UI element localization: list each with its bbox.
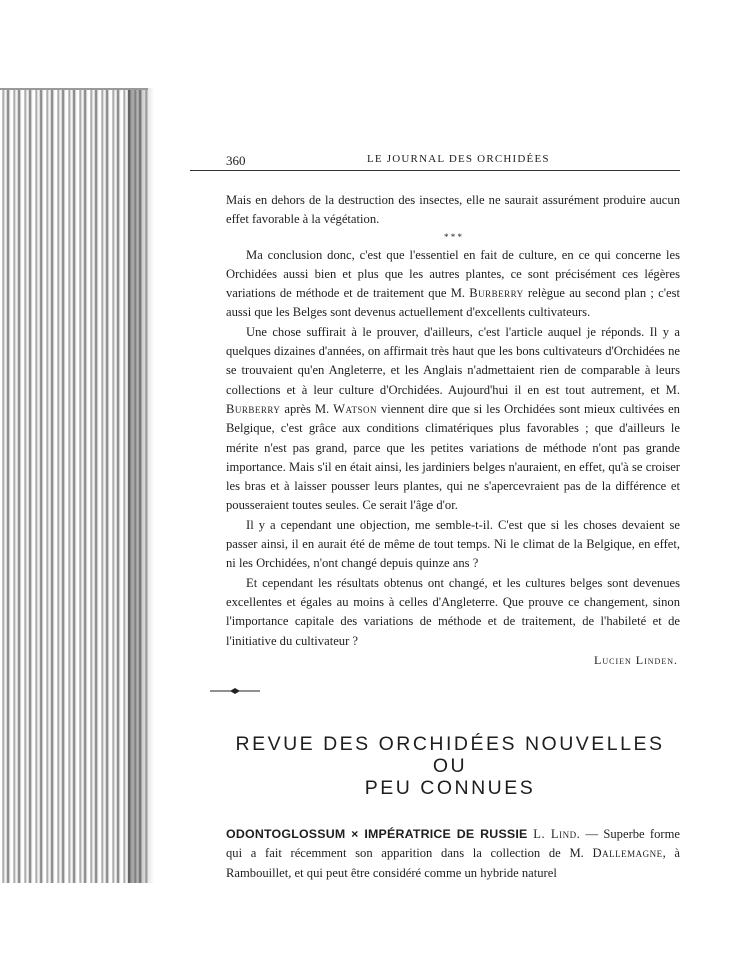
- collector-name: Dallemagne: [592, 846, 663, 861]
- gutter-shadow: [128, 88, 154, 883]
- person-name: Watson: [333, 401, 378, 416]
- species-name: ODONTOGLOSSUM × IMPÉRATRICE DE RUSSIE: [226, 827, 528, 842]
- paragraph-2-text-a: Ma conclusion donc, c'est que l'essentiel en fait de culture, en ce qui concerne les Orchidées aussi bien et plus que les autres plantes, ce sont précisément ces légères variations de méthode et de traitement que M.: [226, 247, 680, 301]
- paragraph-1: Mais en dehors de la destruction des insectes, elle ne saurait assurément produire aucun effet favorable à la végétation.: [226, 193, 680, 227]
- paragraph-4: Il y a cependant une objection, me semble-t-il. C'est que si les choses devaient se passer ainsi, il en aurait été de même de tout temps. Ni le climat de la Belgique, en effet, ni les Orchidées, n'ont changé depuis quinze ans ?: [226, 517, 680, 571]
- person-name: Burberry: [469, 286, 524, 301]
- journal-title: LE JOURNAL DES ORCHIDÉES: [367, 153, 550, 165]
- paragraph-3-text-a: Une chose suffirait à le prouver, d'ailleurs, c'est l'article auquel je réponds. Il y a quelques dizaines d'années, on affirmait très haut que les bons cultivateurs d'Orchidées ne se trouvaient qu'en Angleterre, et les Anglais n'admettaient rien de comparable à leurs collections et à leur culture d'Orchidées. Aujourd'hui il en est tout autrement, et M.: [226, 324, 680, 397]
- paragraph-3-text-c: viennent dire que si les Orchidées sont mieux cultivées en Belgique, c'est grâce aux conditions climatériques plus favorables ; que d'ailleurs le mérite n'est pas grand, parce que les petites variations de méthode n'ont pas grande importance. Mais s'il en était ainsi, les jardiniers belges n'auraient, en effet, qu'à se croiser les bras et à laisser pousser leurs plantes, qui ne s'apercevraient pas de la différence et pousseraient toutes seules. Ce serait l'âge d'or.: [226, 401, 680, 513]
- paragraph-3-text-b: après M.: [280, 401, 334, 416]
- section-heading: [190, 733, 680, 799]
- asterism-divider: * * *: [444, 231, 462, 242]
- book-page: [190, 150, 680, 883]
- species-authority: L. Lind.: [527, 827, 581, 842]
- section-heading-line-2: PEU CONNUES: [364, 777, 536, 800]
- author-signature: Lucien Linden.: [594, 652, 678, 667]
- book-gutter: [0, 88, 148, 883]
- article-body: [190, 191, 680, 670]
- entry-text-b: , à Rambouillet, et qui peut être considéré comme un hybride naturel: [226, 846, 680, 880]
- entry-text-a: — Superbe forme qui a fait récemment son apparition dans la collection de M.: [226, 827, 680, 861]
- person-name: Burberry: [226, 401, 281, 416]
- ornament-divider: [210, 686, 260, 696]
- page-edge-line: [0, 88, 148, 90]
- running-head: [190, 150, 680, 171]
- paragraph-2-text-b: relègue au second plan ; c'est aussi que les Belges sont devenus actuellement d'excellents cultivateurs.: [226, 286, 680, 320]
- page-number: 360: [226, 153, 246, 168]
- paragraph-3: [226, 323, 680, 516]
- orchid-entry: [190, 825, 680, 883]
- section-heading-line-1: REVUE DES ORCHIDÉES NOUVELLES OU: [235, 733, 665, 778]
- paragraph-2: [226, 246, 680, 323]
- paragraph-5: Et cependant les résultats obtenus ont changé, et les cultures belges sont devenues excellentes et égales au moins à celles d'Angleterre. Que prouve ce changement, sinon l'importance capitale des variations de méthode et de traitement, de l'habileté et de l'initiative du cultivateur ?: [226, 575, 680, 648]
